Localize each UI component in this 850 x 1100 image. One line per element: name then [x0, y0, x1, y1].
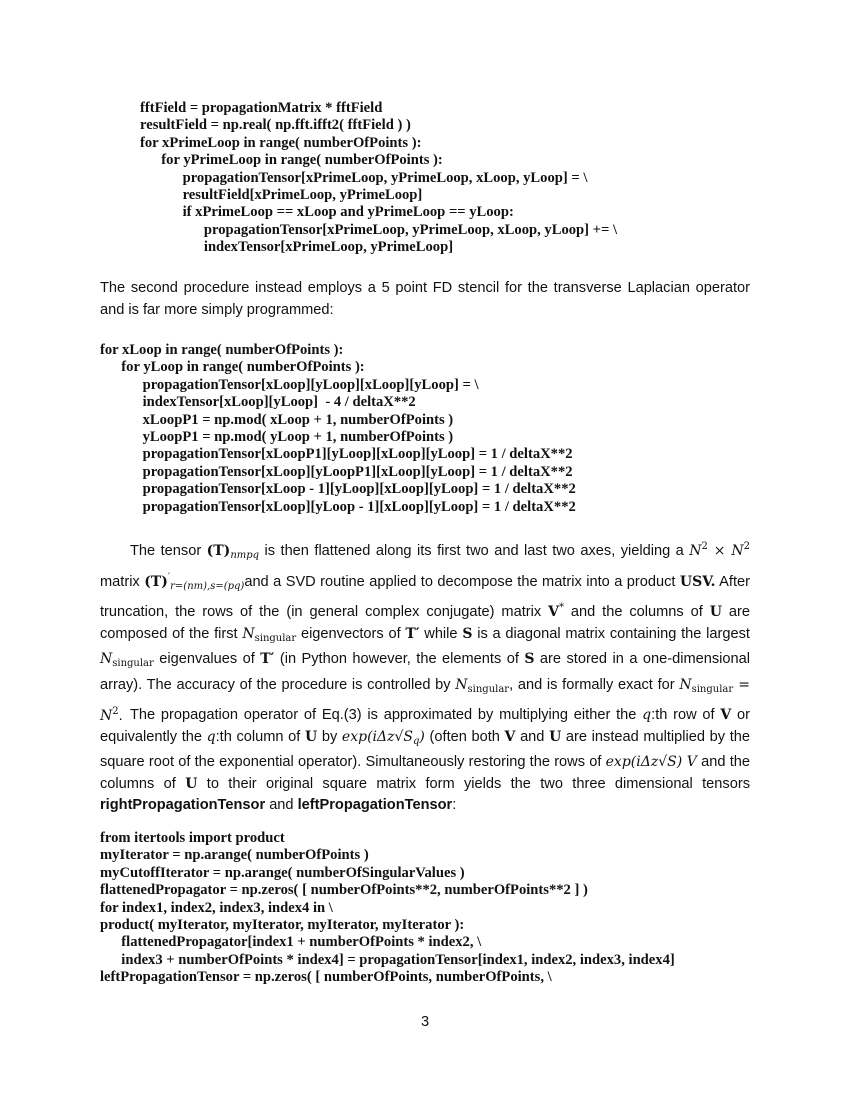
code-line: for xLoop in range( numberOfPoints ):: [100, 342, 344, 358]
code-line: flattenedPropagator[index1 + numberOfPoints * index2, \: [114, 934, 482, 951]
code-line: propagationTensor[xLoop][yLoop][xLoop][yLoop] = \: [128, 376, 479, 393]
paragraph-svd: [100, 536, 750, 727]
code-line: resultField[xPrimeLoop, yPrimeLoop]: [168, 186, 423, 203]
math: exp(iΔz√S: [341, 728, 414, 745]
code-line: indexTensor[xPrimeLoop, yPrimeLoop]: [182, 239, 454, 256]
paragraph-text: The propagation operator of Eq.(3) is approximated by multiplying either the q:th row of V or equivalently the q:th column of U by $\exp(i\Delta z√S_q)$ (often both V and U are instead multiplied by the square root of the exponential operator). Simultaneously restoring the rows of exp(iΔz√S) V and the columns of U to their original square matrix form yields the two three dimensional tensors rightPropagationTensor and leftPropagationTensor:: [100, 707, 751, 814]
code-line: for xPrimeLoop in range( numberOfPoints ):: [140, 134, 422, 151]
code-line: if xPrimeLoop == xLoop and yPrimeLoop == yLoop:: [168, 204, 514, 221]
code-line: indexTensor[xLoop][yLoop] - 4 / deltaX**2: [128, 394, 416, 411]
code-line: propagationTensor[xPrimeLoop, yPrimeLoop, xLoop, yLoop] += \: [182, 221, 618, 238]
paragraph-text: The second procedure instead employs a 5 point FD stencil for the transverse Laplacian operator and is far more simply programmed:: [100, 280, 750, 318]
code-line: propagationTensor[xLoop][yLoopP1][xLoop][yLoop] = 1 / deltaX**2: [128, 463, 573, 480]
code-line: for yPrimeLoop in range( numberOfPoints ):: [154, 152, 443, 169]
code-line: myCutoffIterator = np.arange( numberOfSingularValues ): [100, 864, 465, 881]
paragraph-text: The tensor $(T)_{nmpq}$ is then flattened along its first two and last two axes, yielding a $N^2 \times N^2$ matrix $(T)'_{r=(nm),s=(pq)}and$ a SVD routine applied to decompose the matrix into a product USV. After truncation, the rows of the (in general complex conjugate) matrix V* and the columns of U are composed of the first $N_{singular}$ eigenvectors of T′ while S is a diagonal matrix containing the largest $N_{singular}$ eigenvalues of T′ (in Python however, the elements of S are stored in a one-dimensional array). The accuracy of the procedure is controlled by $N_{singular}$, and is formally exact for $N_{singular} = N^2$.: [100, 541, 751, 724]
code-line: for index1, index2, index3, index4 in \: [100, 899, 333, 916]
code-block-3: [100, 830, 780, 987]
code-line: index3 + numberOfPoints * index4] = propagationTensor[index1, index2, index3, index4]: [114, 951, 675, 968]
math: exp(iΔz√S) V: [605, 754, 697, 771]
code-line: propagationTensor[xPrimeLoop, yPrimeLoop, xLoop, yLoop] = \: [168, 169, 588, 186]
math: (T): [144, 573, 168, 590]
code-line: resultField = np.real( np.fft.ifft2( fftField ) ): [140, 117, 411, 134]
code-line: leftPropagationTensor = np.zeros( [ numberOfPoints, numberOfPoints, \: [100, 969, 552, 986]
code-line: propagationTensor[xLoop - 1][yLoop][xLoop][yLoop] = 1 / deltaX**2: [128, 481, 576, 498]
page-number: 3: [420, 1014, 430, 1030]
code-line: product( myIterator, myIterator, myIterator, myIterator ):: [100, 916, 465, 933]
math: N: [689, 543, 702, 559]
code-line: yLoopP1 = np.mod( yLoop + 1, numberOfPoints ): [128, 428, 454, 445]
code-line: for yLoop in range( numberOfPoints ):: [114, 359, 365, 376]
math: (T): [206, 543, 231, 559]
paragraph-propagation-operator: [100, 705, 750, 817]
code-line: fftField = propagationMatrix * fftField: [140, 100, 383, 116]
code-block-1: [140, 100, 820, 257]
paragraph-fd-stencil: [100, 278, 750, 321]
code-line: from itertools import product: [100, 830, 285, 846]
code-line: propagationTensor[xLoop][yLoop - 1][xLoop][yLoop] = 1 / deltaX**2: [128, 498, 576, 515]
code-line: propagationTensor[xLoopP1][yLoop][xLoop][yLoop] = 1 / deltaX**2: [128, 446, 573, 463]
code-line: flattenedPropagator = np.zeros( [ numberOfPoints**2, numberOfPoints**2 ] ): [100, 882, 588, 899]
code-line: myIterator = np.arange( numberOfPoints ): [100, 847, 369, 864]
code-line: xLoopP1 = np.mod( xLoop + 1, numberOfPoints ): [128, 411, 454, 428]
code-block-2: [100, 342, 780, 516]
